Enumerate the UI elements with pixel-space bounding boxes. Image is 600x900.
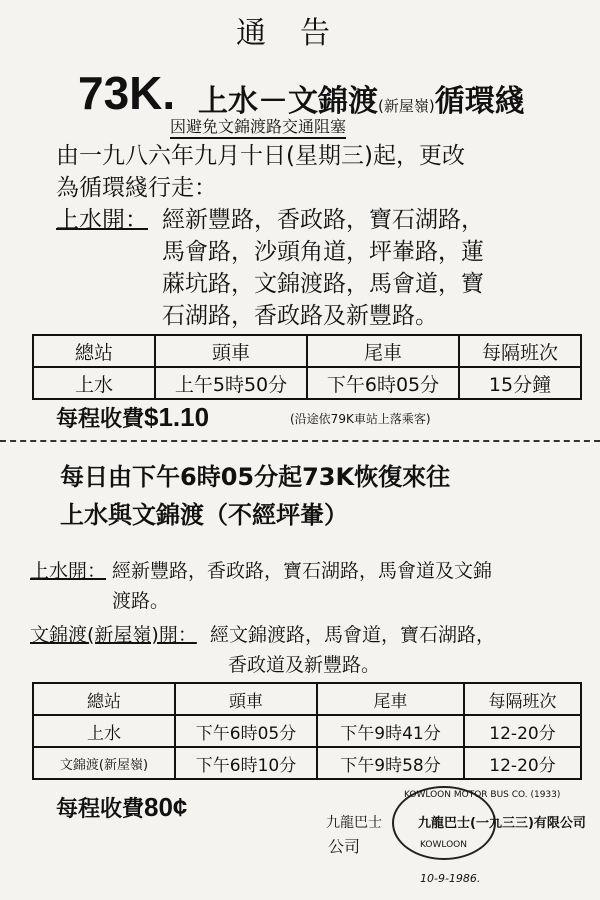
fare-1-label: 每程收費 xyxy=(56,407,145,432)
route-a-path: 經新豐路，香政路，寶石湖路，馬會道及文錦 xyxy=(112,560,493,582)
table-header: 頭車 xyxy=(175,683,317,715)
route-path-line-2: 馬會路，沙頭角道，坪輋路，蓮 xyxy=(162,239,484,265)
table-row xyxy=(33,367,581,399)
route-b-path: 經文錦渡路，馬會道，寶石湖路， xyxy=(210,624,496,646)
table-cell: 上水 xyxy=(33,715,175,747)
table-cell: 15分鐘 xyxy=(459,367,581,399)
fare-2-value: 80¢ xyxy=(144,792,188,822)
fare-1 xyxy=(56,402,209,433)
table-cell: 下午9時41分 xyxy=(317,715,464,747)
stamp-bottom-text: KOWLOON xyxy=(420,840,467,850)
table-header-row xyxy=(33,335,581,367)
route-type: 循環綫 xyxy=(434,84,525,119)
route-b-path-2: 香政道及新豐路。 xyxy=(228,654,381,676)
stamp-center-text: 九龍巴士(一九三三)有限公司 xyxy=(418,816,586,831)
route-b-label: 文錦渡(新屋嶺)開： xyxy=(30,624,197,646)
stamp-top-text: KOWLOON MOTOR BUS CO. (1933) xyxy=(404,790,561,800)
table-cell: 下午6時05分 xyxy=(175,715,317,747)
route-name: 上水－文錦渡 xyxy=(198,84,378,119)
route-path-line-3: 蔴坑路，文錦渡路，馬會道，寶 xyxy=(162,271,484,297)
handwritten-date: 10-9-1986. xyxy=(420,872,481,885)
route-a-path-2: 渡路。 xyxy=(112,590,170,612)
route-number: 73K. xyxy=(78,67,176,119)
table-header: 尾車 xyxy=(307,335,459,367)
route-subtitle: 因避免文錦渡路交通阻塞 xyxy=(170,114,346,139)
route-label: 上水開： xyxy=(56,207,148,233)
banner-line-1: 每日由下午6時05分起73K恢復來往 xyxy=(60,463,451,491)
table-cell: 12-20分 xyxy=(464,715,581,747)
fare-1-note: (沿途依79K車站上落乘客) xyxy=(290,412,431,426)
fare-2 xyxy=(56,792,187,823)
table-cell: 上水 xyxy=(33,367,155,399)
table-cell: 下午6時10分 xyxy=(175,747,317,779)
issuer-line-2: 公司 xyxy=(328,837,361,856)
issuer-line-1: 九龍巴士 xyxy=(326,815,382,831)
schedule-table-1 xyxy=(32,334,582,400)
fare-2-label: 每程收費 xyxy=(56,797,145,822)
table-header: 頭車 xyxy=(155,335,307,367)
table-cell: 12-20分 xyxy=(464,747,581,779)
table-header: 總站 xyxy=(33,335,155,367)
table-cell: 文錦渡(新屋嶺) xyxy=(33,747,175,779)
table-header: 每隔班次 xyxy=(464,683,581,715)
table-header-row xyxy=(33,683,581,715)
effective-line-2: 為循環綫行走： xyxy=(56,175,217,201)
fare-1-value: $1.10 xyxy=(144,402,210,432)
table-header: 尾車 xyxy=(317,683,464,715)
route-path-line-4: 石湖路，香政路及新豐路。 xyxy=(162,303,438,329)
table-cell: 上午5時50分 xyxy=(155,367,307,399)
section-divider xyxy=(0,440,600,442)
effective-line-1: 由一九八六年九月十日(星期三)起，更改 xyxy=(56,143,465,169)
table-header: 總站 xyxy=(33,683,175,715)
banner-line-2: 上水與文錦渡（不經坪輋） xyxy=(60,501,348,529)
table-row xyxy=(33,715,581,747)
table-cell: 下午9時58分 xyxy=(317,747,464,779)
route-path-line-1: 經新豐路，香政路，寶石湖路， xyxy=(162,207,484,233)
route-name-sub: (新屋嶺) xyxy=(378,97,435,115)
table-header: 每隔班次 xyxy=(459,335,581,367)
notice-title: 通告 xyxy=(236,16,364,51)
route-a-label: 上水開： xyxy=(30,560,107,582)
table-row xyxy=(33,747,581,779)
table-cell: 下午6時05分 xyxy=(307,367,459,399)
schedule-table-2 xyxy=(32,682,582,780)
